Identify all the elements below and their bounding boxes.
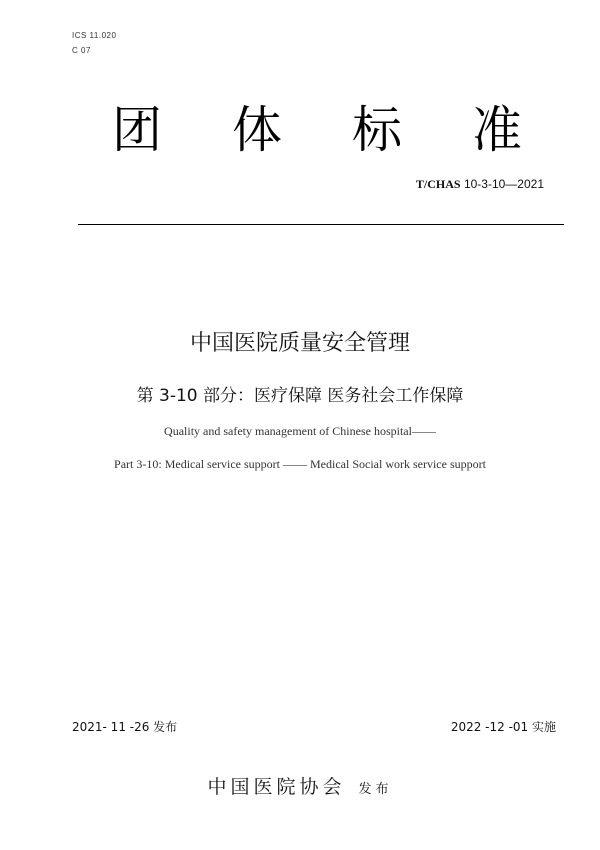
- standard-type-char: 准: [472, 101, 522, 159]
- issue-date: 2021- 11 -26 发布: [72, 720, 178, 734]
- subtitle-chinese: 第 3-10 部分：医疗保障 医务社会工作保障: [136, 386, 464, 406]
- standard-number: [416, 177, 544, 192]
- standard-type-char: 体: [232, 101, 282, 159]
- header-divider: [78, 224, 564, 225]
- standard-type-heading: [112, 100, 522, 160]
- publisher: [0, 772, 600, 799]
- standard-type-char: 标: [352, 101, 402, 159]
- title-english: Quality and safety management of Chinese hospital——: [164, 424, 436, 438]
- implementation-date: 2022 -12 -01 实施: [450, 720, 556, 734]
- standard-number-value: 10-3-10—2021: [463, 177, 544, 191]
- subtitle-english: Part 3-10: Medical service support —— Medical Social work service support: [114, 457, 486, 471]
- publisher-action: 发布: [358, 782, 393, 797]
- ccs-code: C 07: [72, 46, 91, 55]
- standard-number-prefix: T/CHAS: [415, 177, 461, 191]
- title-chinese: 中国医院质量安全管理: [189, 331, 410, 356]
- ics-code: ICS 11.020: [72, 31, 117, 40]
- publisher-organization: 中国医院协会: [207, 776, 346, 798]
- standard-type-char: 团: [112, 101, 162, 159]
